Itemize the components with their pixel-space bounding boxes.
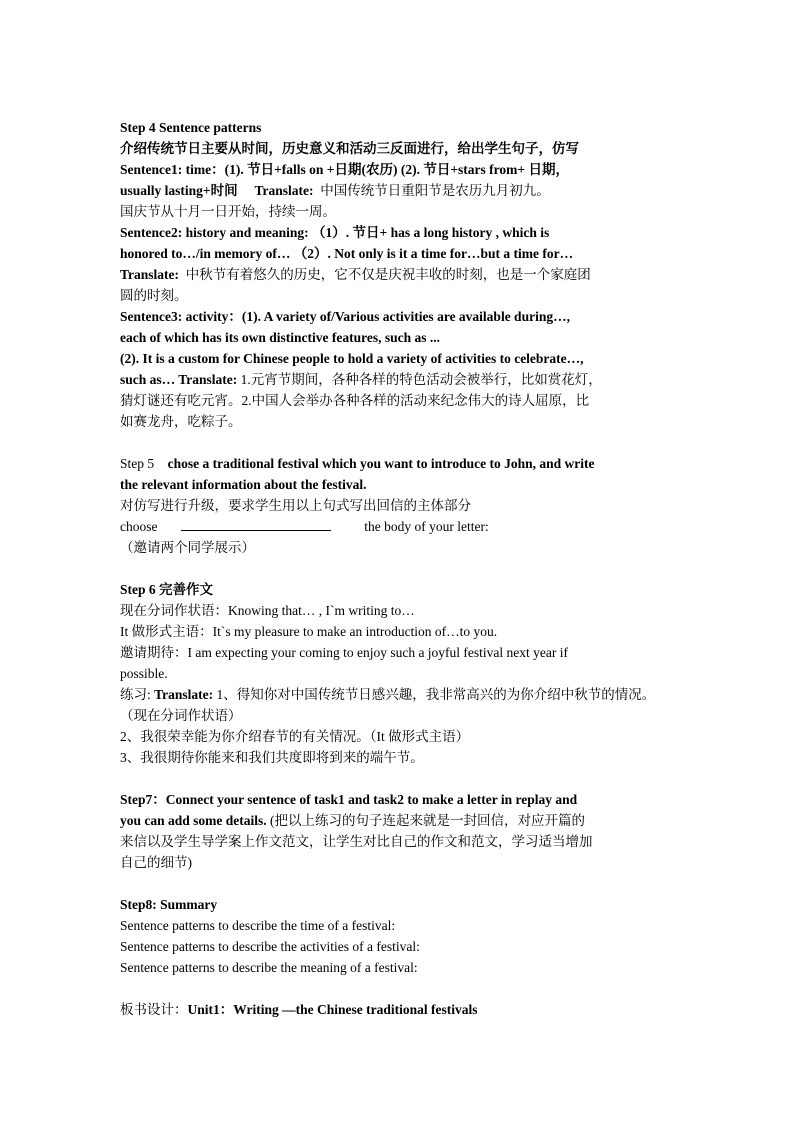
board-design bbox=[120, 999, 676, 1020]
step5-choose-line bbox=[120, 516, 676, 537]
step5-label: Step 5 bbox=[120, 456, 155, 471]
sentence1-line1: Sentence1: time：(1). 节日+falls on +日期(农历) (2). 节日+stars from+ 日期， bbox=[120, 162, 569, 177]
step5-line3: 对仿写进行升级，要求学生用以上句式写出回信的主体部分 bbox=[120, 498, 471, 513]
step5-line1 bbox=[120, 453, 676, 474]
document-page bbox=[120, 117, 676, 1020]
step6-line7: 2、我很荣幸能为你介绍春节的有关情况。（It 做形式主语） bbox=[120, 729, 470, 744]
sentence1-translate-label: Translate: bbox=[254, 183, 314, 198]
sentence2-line3 bbox=[120, 264, 676, 285]
step7-line3: 来信以及学生导学案上作文范文，让学生对比自己的作文和范文，学习适当增加 bbox=[120, 834, 593, 849]
board-text: Unit1：Writing —the Chinese traditional festivals bbox=[187, 1002, 478, 1017]
sentence3-line6: 如赛龙舟，吃粽子。 bbox=[120, 414, 242, 429]
step8-title: Step8: Summary bbox=[120, 897, 218, 912]
practice-label: 练习: bbox=[120, 687, 151, 702]
sentence3-line5: 猜灯谜还有吃元宵。2.中国人会举办各种各样的活动来纪念伟大的诗人屈原，比 bbox=[120, 393, 590, 408]
step4-intro: 介绍传统节日主要从时间，历史意义和活动三反面进行，给出学生句子，仿写 bbox=[120, 141, 579, 156]
sentence2-line2: honored to…/in memory of… （2）. Not only is it a time for…but a time for… bbox=[120, 246, 574, 261]
sentence1-translate-text: 中国传统节日重阳节是农历九月初九。 bbox=[320, 183, 550, 198]
step6-line3: 邀请期待：I am expecting your coming to enjoy such a joyful festival next year if bbox=[120, 645, 569, 660]
step7-line2 bbox=[120, 810, 676, 831]
step8-line3: Sentence patterns to describe the meaning of a festival: bbox=[120, 960, 418, 975]
sentence3-line4 bbox=[120, 369, 676, 390]
sentence3-line3: (2). It is a custom for Chinese people to hold a variety of activities to celebrate…, bbox=[120, 351, 584, 366]
sentence2-translate-label: Translate: bbox=[120, 267, 179, 282]
step6-title: Step 6 完善作文 bbox=[120, 582, 214, 597]
sentence2-translate-text: 中秋节有着悠久的历史，它不仅是庆祝丰收的时刻，也是一个家庭团 bbox=[185, 267, 591, 282]
step7-line4: 自己的细节) bbox=[120, 855, 192, 870]
step5-line2: the relevant information about the festival. bbox=[120, 477, 367, 492]
step7-note: (把以上练习的句子连起来就是一封回信，对应开篇的 bbox=[270, 813, 586, 828]
sentence3-such-as: such as… Translate: bbox=[120, 372, 238, 387]
step8-line2: Sentence patterns to describe the activities of a festival: bbox=[120, 939, 420, 954]
board-label: 板书设计： bbox=[120, 1002, 188, 1017]
practice-translate-text: 1、得知你对中国传统节日感兴趣，我非常高兴的为你介绍中秋节的情况。 bbox=[216, 687, 656, 702]
sentence3-line1: Sentence3: activity：(1). A variety of/Various activities are available during…, bbox=[120, 309, 570, 324]
step4-title: Step 4 Sentence patterns bbox=[120, 120, 262, 135]
choose-after: the body of your letter: bbox=[364, 519, 489, 534]
sentence3-line2: each of which has its own distinctive features, such as ... bbox=[120, 330, 441, 345]
choose-label: choose bbox=[120, 519, 158, 534]
step5-line5: （邀请两个同学展示） bbox=[120, 540, 255, 555]
practice-translate-label: Translate: bbox=[154, 687, 214, 702]
step6-line8: 3、我很期待你能来和我们共度即将到来的端午节。 bbox=[120, 750, 424, 765]
step6-line1: 现在分词作状语：Knowing that… , I`m writing to… bbox=[120, 603, 415, 618]
sentence1-line3: 国庆节从十月一日开始，持续一周。 bbox=[120, 204, 336, 219]
step5-text: chose a traditional festival which you want to introduce to John, and write bbox=[167, 456, 595, 471]
step8-line1: Sentence patterns to describe the time of a festival: bbox=[120, 918, 396, 933]
step6-line6: （现在分词作状语） bbox=[120, 708, 242, 723]
step7-line1: Step7：Connect your sentence of task1 and task2 to make a letter in replay and bbox=[120, 792, 578, 807]
step6-line4: possible. bbox=[120, 666, 168, 681]
sentence3-translate-text: 1.元宵节期间，各种各样的特色活动会被举行，比如赏花灯， bbox=[240, 372, 602, 387]
step6-line2: It 做形式主语：It`s my pleasure to make an introduction of…to you. bbox=[120, 624, 498, 639]
sentence1-line2 bbox=[120, 180, 676, 201]
step6-line5 bbox=[120, 684, 676, 705]
step7-details: you can add some details. bbox=[120, 813, 267, 828]
choose-blank bbox=[181, 516, 331, 531]
sentence2-line4: 圆的时刻。 bbox=[120, 288, 188, 303]
sentence1-lasting: usually lasting+时间 bbox=[120, 183, 238, 198]
sentence2-line1: Sentence2: history and meaning: （1）. 节日+ has a long history , which is bbox=[120, 225, 550, 240]
